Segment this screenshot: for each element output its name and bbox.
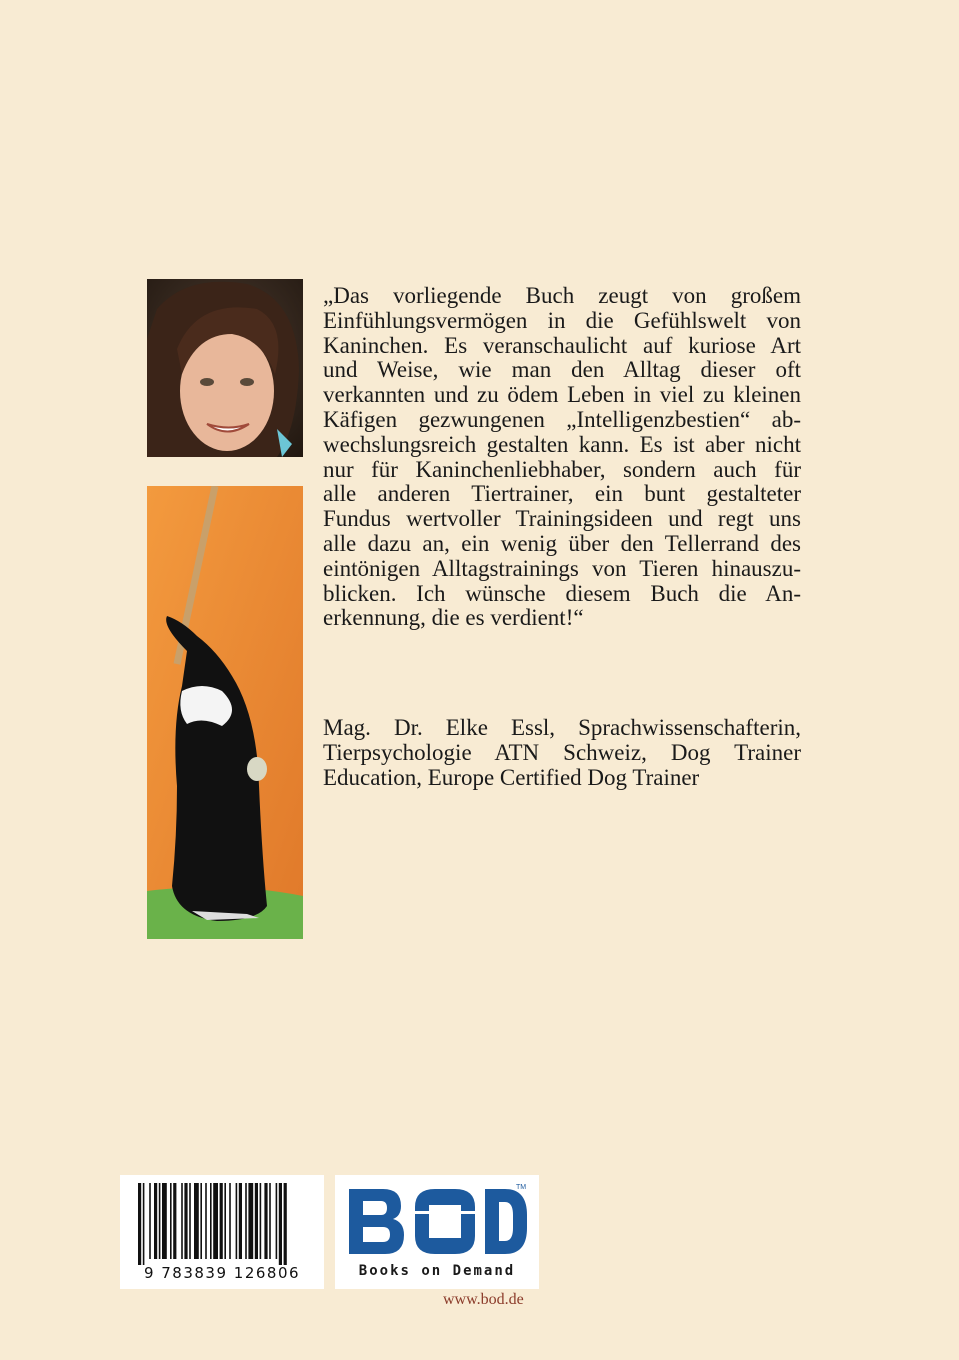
- barcode-bar: [220, 1183, 223, 1259]
- barcode-bar: [170, 1183, 172, 1259]
- barcode-bar: [181, 1183, 183, 1259]
- quote-line: blicken. Ich wünsche diesem Buch die An-: [323, 580, 801, 606]
- barcode-bar: [229, 1183, 231, 1259]
- attribution-line: Mag. Dr. Elke Essl, Sprachwissenschafterin,: [323, 715, 801, 740]
- quote-line: nur für Kaninchenliebhaber, sondern auch für: [323, 456, 801, 482]
- barcode-bar: [276, 1183, 278, 1259]
- barcode-bar: [205, 1183, 207, 1259]
- quote-line: alle anderen Tiertrainer, ein bunt gestalteter: [323, 481, 801, 507]
- barcode-bar: [264, 1183, 267, 1259]
- barcode-bar: [260, 1183, 262, 1259]
- barcode-bar: [224, 1183, 226, 1259]
- publisher-tagline: Books on Demand: [358, 1263, 516, 1279]
- quote-line: verkannten und zu ödem Leben in viel zu kleinen: [323, 382, 801, 408]
- barcode-bar: [173, 1183, 176, 1259]
- attribution-line: Education, Europe Certified Dog Trainer: [323, 764, 700, 790]
- barcode-bar: [239, 1183, 242, 1259]
- publisher-website-link[interactable]: www.bod.de: [443, 1291, 524, 1308]
- quote-line: und Weise, wie man den Alltag dieser oft: [323, 357, 801, 383]
- quote-line: alle dazu an, ein wenig über den Tellerrand des: [323, 530, 801, 556]
- attribution-line: Tierpsychologie ATN Schweiz, Dog Trainer: [323, 739, 801, 765]
- quote-text: [323, 284, 801, 631]
- barcode-bar: [194, 1183, 199, 1259]
- isbn-number: 9 783839 126806: [143, 1264, 301, 1282]
- quote-line: eintönigen Alltagstrainings von Tieren hinauszu-: [323, 555, 801, 581]
- barcode-bar: [154, 1183, 157, 1259]
- isbn-barcode: [120, 1175, 324, 1289]
- quote-line: Kaninchen. Es veranschaulicht auf kuriose Art: [323, 332, 801, 358]
- trademark-mark: TM: [516, 1184, 527, 1191]
- barcode-bar: [184, 1183, 187, 1259]
- barcode-bar: [284, 1183, 287, 1265]
- barcode-bar: [162, 1183, 167, 1259]
- barcode-bar: [138, 1183, 141, 1265]
- barcode-bar: [279, 1183, 282, 1265]
- barcode-bar: [213, 1183, 218, 1259]
- barcode-bar: [236, 1183, 238, 1259]
- barcode-bar: [200, 1183, 202, 1259]
- barcode-bar: [189, 1183, 191, 1259]
- quote-line: Einfühlungsvermögen in die Gefühlswelt von: [323, 307, 801, 333]
- barcode-bar: [248, 1183, 253, 1259]
- quote-line: wechslungsreich gestalten kann. Es ist aber nicht: [323, 431, 801, 457]
- barcode-bar: [149, 1183, 151, 1259]
- quote-line: Fundus wertvoller Trainingsideen und regt uns: [323, 506, 801, 532]
- quote-line: „Das vorliegende Buch zeugt von großem: [323, 283, 801, 308]
- rabbit-training-photo: [147, 486, 303, 939]
- author-portrait-photo: [147, 279, 303, 457]
- barcode-bar: [245, 1183, 247, 1259]
- barcode-bar: [255, 1183, 258, 1259]
- publisher-logo: [335, 1175, 539, 1289]
- quote-line: Käfigen gezwungenen „Intelligenzbestien“ ab-: [323, 406, 801, 432]
- barcode-bar: [210, 1183, 212, 1259]
- quote-attribution: [323, 716, 801, 790]
- quote-line: erkennung, die es verdient!“: [323, 605, 584, 631]
- barcode-bar: [269, 1183, 271, 1259]
- barcode-bar: [159, 1183, 161, 1259]
- barcode-bar: [143, 1183, 145, 1265]
